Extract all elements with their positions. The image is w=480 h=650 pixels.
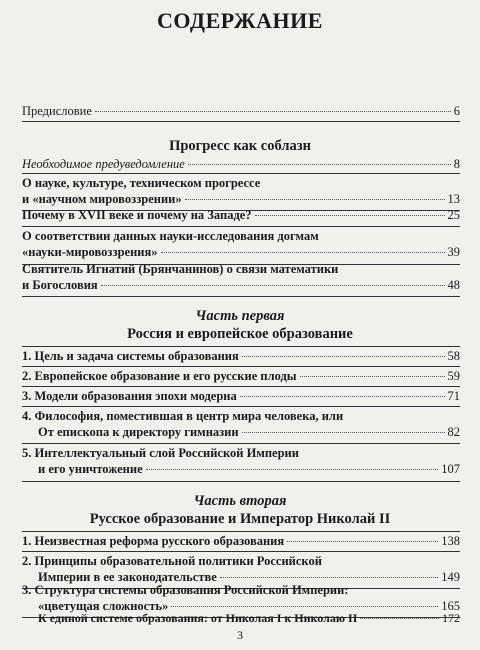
divider [22, 346, 460, 347]
toc-entry [22, 611, 460, 627]
toc-entry [22, 554, 460, 586]
toc-page-number: 165 [441, 599, 460, 613]
toc-page-number: 58 [447, 349, 460, 363]
toc-entry-text: Святитель Игнатий (Брянчанинов) о связи математики [22, 262, 339, 276]
toc-page-number: 48 [447, 278, 460, 292]
dot-leader [255, 215, 445, 216]
toc-entry-text: и «научном мировоззрении» [22, 192, 182, 206]
part-label: Часть первая [195, 308, 285, 324]
dot-leader [300, 376, 445, 377]
toc-entry-text: 2. Европейское образование и его русские плоды [22, 369, 297, 383]
page-number: 3 [237, 628, 243, 642]
divider [22, 386, 460, 387]
toc-page-number: 172 [442, 611, 460, 625]
toc-entry-text: и его уничтожение [38, 462, 143, 476]
toc-entry-text: 1. Неизвестная реформа русского образования [22, 534, 285, 548]
toc-page-number: 71 [447, 389, 460, 403]
toc-entry-text: 3. Структура системы образования Российской Империи: [22, 583, 349, 597]
toc-page-number: 138 [441, 534, 460, 548]
toc-page-number: 13 [447, 192, 460, 206]
dot-leader [188, 164, 451, 165]
toc-entry [22, 157, 460, 173]
dot-leader [95, 111, 451, 112]
toc-entry [22, 229, 460, 261]
toc-entry-text: 2. Принципы образовательной политики Российской [22, 554, 322, 568]
toc-page-number: 107 [441, 462, 460, 476]
page-title: СОДЕРЖАНИЕ [157, 8, 323, 33]
toc-page-number: 59 [447, 369, 460, 383]
dot-leader [287, 541, 438, 542]
toc-entry-text: Почему в XVII веке и почему на Западе? [22, 208, 252, 222]
dot-leader [146, 469, 439, 470]
divider [22, 226, 460, 227]
divider [22, 443, 460, 444]
divider [22, 481, 460, 482]
divider [22, 366, 460, 367]
toc-entry-text: О соответствии данных науки-исследования догмам [22, 229, 319, 243]
divider [22, 296, 460, 297]
toc-entry [22, 176, 460, 208]
toc-entry-text: О науке, культуре, техническом прогрессе [22, 176, 261, 190]
dot-leader [360, 618, 439, 619]
toc-entry-text: «цветущая сложность» [38, 599, 169, 613]
toc-entry-text: и Богословия [22, 278, 98, 292]
toc-page-number: 82 [447, 425, 460, 439]
toc-entry-text: 5. Интеллектуальный слой Российской Империи [22, 446, 299, 460]
dot-leader [240, 396, 445, 397]
toc-entry [22, 369, 460, 385]
dot-leader [161, 252, 445, 253]
toc-entry [22, 349, 460, 365]
dot-leader [242, 432, 445, 433]
divider [22, 406, 460, 407]
part-label: Часть вторая [193, 493, 287, 509]
toc-entry [22, 208, 460, 224]
toc-entry [22, 262, 460, 294]
toc-entry [22, 409, 460, 441]
toc-entry [22, 534, 460, 550]
toc-entry [22, 446, 460, 478]
toc-entry-preface [22, 104, 460, 120]
toc-entry-text: Предисловие [22, 104, 92, 118]
divider [22, 173, 460, 174]
dot-leader [242, 356, 445, 357]
divider [22, 531, 460, 532]
toc-entry-text: «науки-мировоззрения» [22, 245, 158, 259]
toc-entry-text: От епископа к директору гимназии [38, 425, 239, 439]
toc-entry-text: 4. Философия, поместившая в центр мира человека, или [22, 409, 344, 423]
toc-entry-text: 1. Цель и задача системы образования [22, 349, 239, 363]
toc-page-number: 39 [447, 245, 460, 259]
toc-page-number: 8 [453, 157, 460, 171]
toc-entry-text: Необходимое предуведомление [22, 157, 185, 171]
toc-entry-text: 3. Модели образования эпохи модерна [22, 389, 237, 403]
dot-leader [101, 285, 445, 286]
dot-leader [185, 199, 445, 200]
divider [22, 551, 460, 552]
divider [22, 121, 460, 122]
toc-entry [22, 389, 460, 405]
toc-page-number: 149 [441, 570, 460, 584]
dot-leader [171, 606, 438, 607]
dot-leader [220, 577, 438, 578]
section-heading: Прогресс как соблазн [169, 138, 311, 154]
toc-page-number: 25 [447, 208, 460, 222]
toc-page-number: 6 [453, 104, 460, 118]
toc-entry-text: К единой системе образования: от Николая I к Николаю II [38, 611, 358, 625]
part-heading: Россия и европейское образование [127, 326, 353, 342]
toc-entry-text: Империи в ее законодательстве [38, 570, 217, 584]
part-heading: Русское образование и Император Николай II [89, 511, 391, 527]
